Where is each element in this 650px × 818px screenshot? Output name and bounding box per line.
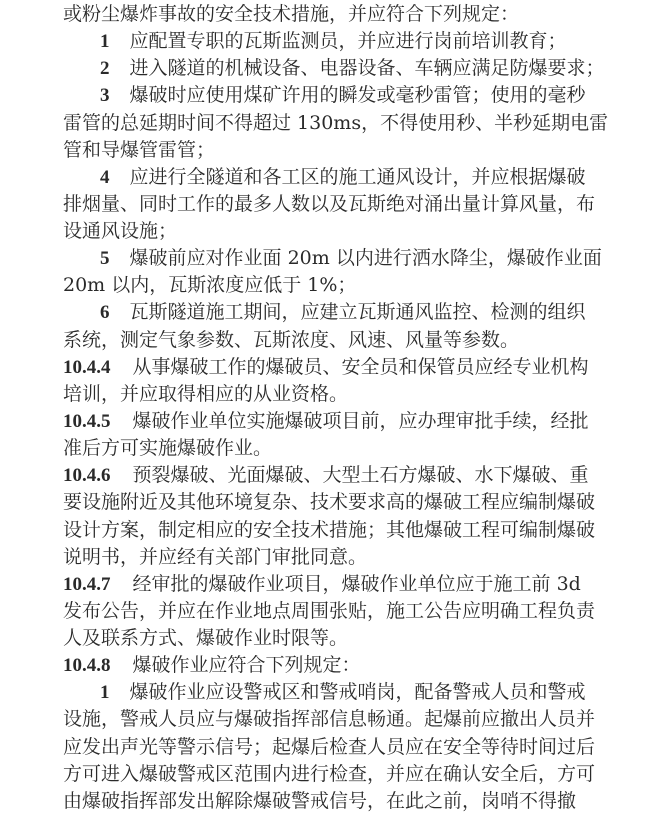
text-line bbox=[63, 435, 272, 462]
text-line bbox=[63, 598, 595, 625]
list-item bbox=[100, 82, 586, 109]
clause-number: 10.4.4 bbox=[63, 356, 111, 378]
item-number: 4 bbox=[100, 166, 110, 188]
clause-10-4-5 bbox=[63, 408, 589, 435]
clause-10-4-7 bbox=[63, 571, 581, 598]
line-text: 说明书，并应经有关部门审批同意。 bbox=[63, 545, 368, 568]
list-item bbox=[100, 299, 586, 326]
clause-number: 10.4.5 bbox=[63, 411, 111, 432]
text-line bbox=[63, 625, 348, 652]
item-number: 5 bbox=[100, 248, 110, 270]
list-item bbox=[100, 55, 605, 82]
item-number: 1 bbox=[100, 682, 110, 704]
item-number: 6 bbox=[100, 302, 110, 324]
line-text: 瓦斯隧道施工期间，应建立瓦斯通风监控、检测的组织 bbox=[129, 301, 586, 324]
text-line bbox=[63, 1, 519, 28]
text-line bbox=[63, 517, 595, 544]
text-line bbox=[63, 191, 595, 218]
clause-number: 10.4.6 bbox=[63, 465, 111, 487]
text-line bbox=[63, 381, 348, 408]
item-number: 3 bbox=[100, 85, 110, 107]
line-text: 爆破时应使用煤矿许用的瞬发或毫秒雷管；使用的毫秒 bbox=[129, 84, 586, 107]
clause-10-4-6 bbox=[63, 462, 589, 489]
line-text: 或粉尘爆炸事故的安全技术措施，并应符合下列规定： bbox=[63, 3, 520, 25]
text-line bbox=[63, 706, 595, 733]
text-line bbox=[63, 489, 595, 516]
line-text: 预裂爆破、光面爆破、大型土石方爆破、水下爆破、重 bbox=[132, 464, 589, 487]
item-number: 2 bbox=[100, 58, 110, 80]
line-text: 系统，测定气象参数、瓦斯浓度、风速、风量等参数。 bbox=[63, 328, 520, 351]
line-text: 进入隧道的机械设备、电器设备、车辆应满足防爆要求； bbox=[129, 57, 605, 80]
line-text: 方可进入爆破警戒区范围内进行检查，并应在确认安全后，方可 bbox=[63, 762, 596, 785]
text-line bbox=[63, 788, 576, 815]
text-line bbox=[63, 734, 595, 761]
text-line bbox=[63, 218, 177, 245]
list-item bbox=[100, 245, 602, 272]
line-text: 要设施附近及其他环境复杂、技术要求高的爆破工程应编制爆破 bbox=[63, 491, 596, 514]
line-text: 排烟量、同时工作的最多人数以及瓦斯绝对涌出量计算风量，布 bbox=[63, 192, 596, 215]
clause-10-4-4 bbox=[63, 354, 589, 381]
line-text: 经审批的爆破作业项目，爆破作业单位应于施工前 3d bbox=[132, 572, 581, 595]
line-text: 人及联系方式、爆破作业时限等。 bbox=[63, 627, 349, 650]
line-text: 由爆破指挥部发出解除爆破警戒信号，在此之前，岗哨不得撤 bbox=[63, 789, 577, 812]
line-text: 设计方案，制定相应的安全技术措施；其他爆破工程可编制爆破 bbox=[63, 518, 596, 541]
line-text: 爆破作业应符合下列规定： bbox=[132, 654, 361, 677]
line-text: 设施，警戒人员应与爆破指挥部信息畅通。起爆前应撤出人员并 bbox=[63, 708, 596, 731]
list-item bbox=[100, 679, 586, 706]
line-text: 应进行全隧道和各工区的施工通风设计，并应根据爆破 bbox=[129, 165, 586, 188]
line-text: 雷管的总延期时间不得超过 130ms，不得使用秒、半秒延期电雷 bbox=[63, 111, 609, 134]
line-text: 应发出声光等警示信号；起爆后检查人员应在安全等待时间过后 bbox=[63, 735, 596, 758]
line-text: 设通风设施； bbox=[63, 220, 178, 243]
list-item bbox=[100, 164, 586, 191]
text-line bbox=[63, 327, 519, 354]
clause-10-4-8 bbox=[63, 652, 361, 679]
line-text: 准后方可实施爆破作业。 bbox=[63, 437, 273, 460]
text-line bbox=[63, 761, 595, 788]
clause-number: 10.4.8 bbox=[63, 655, 111, 677]
line-text: 爆破作业单位实施爆破项目前，应办理审批手续，经批 bbox=[132, 410, 589, 432]
text-line bbox=[63, 544, 367, 571]
line-text: 爆破作业应设警戒区和警戒哨岗，配备警戒人员和警戒 bbox=[129, 681, 586, 704]
line-text: 从事爆破工作的爆破员、安全员和保管员应经专业机构 bbox=[132, 355, 589, 378]
text-line bbox=[63, 110, 608, 137]
item-number: 1 bbox=[100, 31, 110, 53]
clause-number: 10.4.7 bbox=[63, 573, 111, 595]
line-text: 应配置专职的瓦斯监测员，并应进行岗前培训教育； bbox=[129, 30, 567, 53]
list-item bbox=[100, 28, 567, 55]
line-text: 20m 以内，瓦斯浓度应低于 1%； bbox=[63, 274, 357, 297]
line-text: 爆破前应对作业面 20m 以内进行洒水降尘，爆破作业面 bbox=[129, 247, 602, 270]
line-text: 发布公告，并应在作业地点周围张贴，施工公告应明确工程负责 bbox=[63, 599, 596, 622]
line-text: 培训，并应取得相应的从业资格。 bbox=[63, 382, 349, 405]
text-line bbox=[63, 137, 215, 164]
line-text: 管和导爆管雷管； bbox=[63, 138, 216, 161]
text-line bbox=[63, 272, 356, 299]
